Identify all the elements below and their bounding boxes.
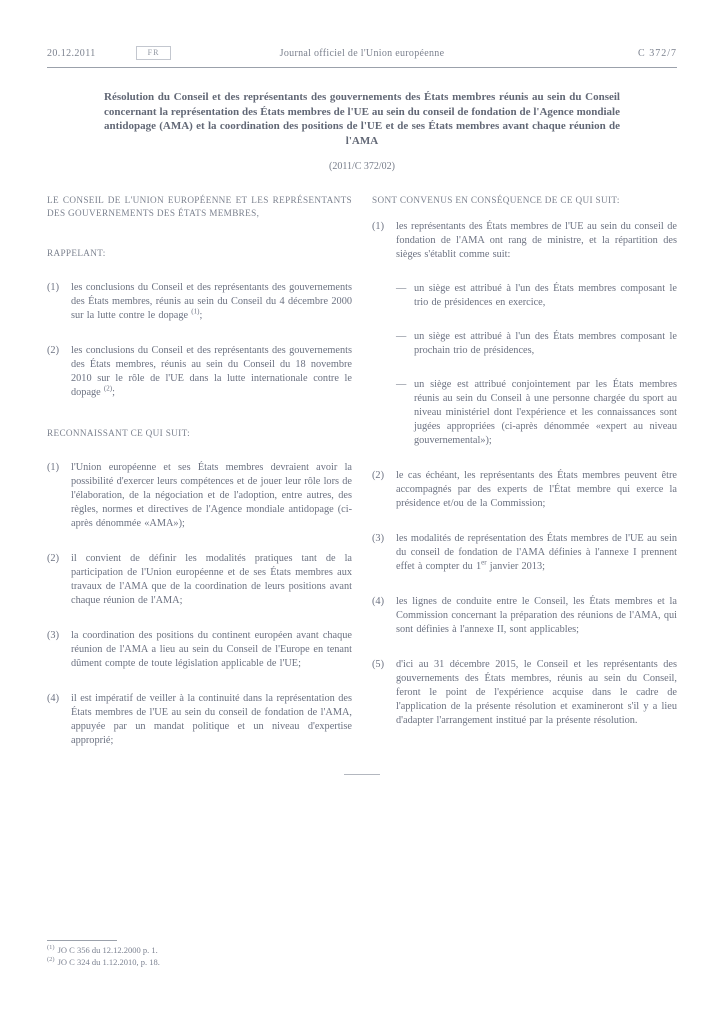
item-text-body: les conclusions du Conseil et des représentants des gouvernements des États membres, réunis au sein du Conseil du 4 décembre 2000 sur la lutte contre le dopage: [71, 282, 352, 321]
item-number: (3): [47, 630, 60, 641]
item-text: [71, 281, 352, 323]
item-text-body: les modalités de représentation des États membres de l'UE au sein du conseil de fondation de l'AMA définies à l'annexe I prennent effet à compter du 1: [396, 533, 677, 572]
item-text: [71, 344, 352, 400]
item-number: (2): [47, 553, 60, 564]
item-number: (1): [47, 462, 60, 473]
footnote: [47, 957, 677, 969]
list-item: [372, 595, 677, 637]
item-text: il convient de définir les modalités pratiques tant de la participation de l'Union européenne et de ses États membres aux travaux de l'AMA que de la coordination de leurs positions avant chaque réunion de l'AMA;: [71, 553, 352, 606]
item-number: (3): [372, 533, 385, 544]
ordinal-superscript: er: [481, 558, 487, 567]
list-item: [372, 532, 677, 574]
list-item: [47, 552, 352, 608]
dash-item: [372, 282, 677, 310]
section-heading-convenus: SONT CONVENUS EN CONSÉQUENCE DE CE QUI SUIT:: [372, 195, 620, 205]
footnote-ref-1: (1): [191, 307, 200, 316]
list-item: [372, 469, 677, 511]
page-header: [47, 46, 677, 60]
item-text-body: les conclusions du Conseil et des représentants des gouvernements des États membres, réunis au sein du Conseil du 18 novembre 2010 sur le rôle de l'UE dans la lutte internationale contre le dopage: [71, 345, 352, 398]
item-number: (5): [372, 659, 385, 670]
footnote-marker: (2): [47, 955, 55, 963]
footnote-ref-2: (2): [103, 384, 113, 393]
footnote-text: JO C 356 du 12.12.2000 p. 1.: [57, 945, 158, 955]
item-text-after: ;: [199, 310, 203, 321]
list-item: [47, 629, 352, 671]
dash-item: [372, 378, 677, 448]
right-column: [372, 194, 677, 748]
item-number: (4): [372, 596, 385, 607]
document-title: Résolution du Conseil et des représentants des gouvernements des États membres réunis au sein du Conseil concernant la représentation des États membres de l'UE au sein du conseil de fondation de l'Agence mondiale antidopage (AMA) et la coordination des positions de l'UE et de ses États membres avant chaque réunion de l'AMA: [104, 91, 620, 147]
header-left-group: [47, 46, 280, 60]
item-text: la coordination des positions du continent européen avant chaque réunion de l'AMA a lieu au sein du Conseil de l'Europe en tenant dûment compte de toute législation applicable de l'UE;: [71, 630, 352, 669]
dash-marker: —: [396, 331, 407, 342]
item-number: (2): [47, 345, 60, 356]
item-number: (4): [47, 693, 60, 704]
footnotes: [47, 940, 677, 968]
dash-text: un siège est attribué à l'un des États membres composant le trio de présidences en exercice,: [414, 283, 677, 308]
item-number: (2): [372, 470, 385, 481]
list-item: [47, 344, 352, 400]
item-text: le cas échéant, les représentants des États membres peuvent être accompagnés par des experts de l'État membre qui exerce la présidence et/ou de la Commission;: [396, 470, 677, 509]
list-item: [47, 692, 352, 748]
dash-text: un siège est attribué à l'un des États membres composant le prochain trio de présidences,: [414, 331, 677, 356]
dash-item: [372, 330, 677, 358]
two-column-body: [47, 194, 677, 748]
preamble-parties: LE CONSEIL DE L'UNION EUROPÉENNE ET LES REPRÉSENTANTS DES GOUVERNEMENTS DES ÉTATS MEMBRES,: [47, 195, 352, 218]
item-text-after: ;: [112, 387, 115, 398]
item-text: l'Union européenne et ses États membres devraient avoir la possibilité d'exercer leurs compétences et de jouer leur rôle lors de l'élaboration, de la négociation et de l'adoption, entre autres, des règles, normes et directives de l'Agence mondiale antidopage (ci-après dénommée «AMA»);: [71, 462, 352, 529]
end-rule: [344, 774, 380, 775]
item-number: (1): [372, 221, 385, 232]
item-number: (1): [47, 282, 60, 293]
language-badge: FR: [136, 46, 172, 60]
footnote-marker: (1): [47, 944, 55, 952]
footnote: [47, 945, 677, 957]
item-text: il est impératif de veiller à la continuité dans la représentation des États membres de l'UE au sein du conseil de fondation de l'AMA, appuyée par un mandat politique et un niveau d'expertise approprié;: [71, 693, 352, 746]
list-item: [372, 658, 677, 728]
dash-marker: —: [396, 283, 407, 294]
item-text: les représentants des États membres de l'UE au sein du conseil de fondation de l'AMA ont rang de ministre, et la répartition des sièges s'établit comme suit:: [396, 221, 677, 260]
left-column: [47, 194, 352, 748]
list-item: [372, 220, 677, 262]
item-text: d'ici au 31 décembre 2015, le Conseil et les représentants des gouvernements des États membres, réunis au sein du Conseil, feront le point de l'expérience acquise dans le cadre de l'application de la présente résolution et examineront s'il y a lieu d'adapter l'arrangement institué par la présente résolution.: [396, 659, 677, 726]
item-text: [396, 532, 677, 574]
header-rule: [47, 67, 677, 68]
footnote-rule: [47, 940, 117, 941]
document-number: (2011/C 372/02): [328, 161, 395, 172]
section-heading-rappelant: RAPPELANT:: [47, 248, 106, 258]
header-date: 20.12.2011: [47, 47, 96, 59]
list-item: [47, 461, 352, 531]
footnote-text: JO C 324 du 1.12.2010, p. 18.: [57, 956, 160, 967]
dash-text: un siège est attribué conjointement par les États membres réunis au sein du Conseil à une personne chargée du sport au niveau ministériel dont l'expérience et les connaissances sont jugées appropriées (ci-après dénommée «expert au niveau gouvernemental»);: [414, 379, 677, 446]
section-heading-reconnaissant: RECONNAISSANT CE QUI SUIT:: [47, 428, 190, 438]
dash-marker: —: [396, 379, 407, 390]
item-text: les lignes de conduite entre le Conseil, les États membres et la Commission concernant la préparation des réunions de l'AMA, qui sont définies à l'annexe II, sont applicables;: [396, 596, 677, 635]
item-text-after: janvier 2013;: [486, 561, 545, 572]
page-reference: C 372/7: [638, 47, 677, 59]
journal-title: Journal officiel de l'Union européenne: [279, 47, 445, 59]
list-item: [47, 281, 352, 323]
